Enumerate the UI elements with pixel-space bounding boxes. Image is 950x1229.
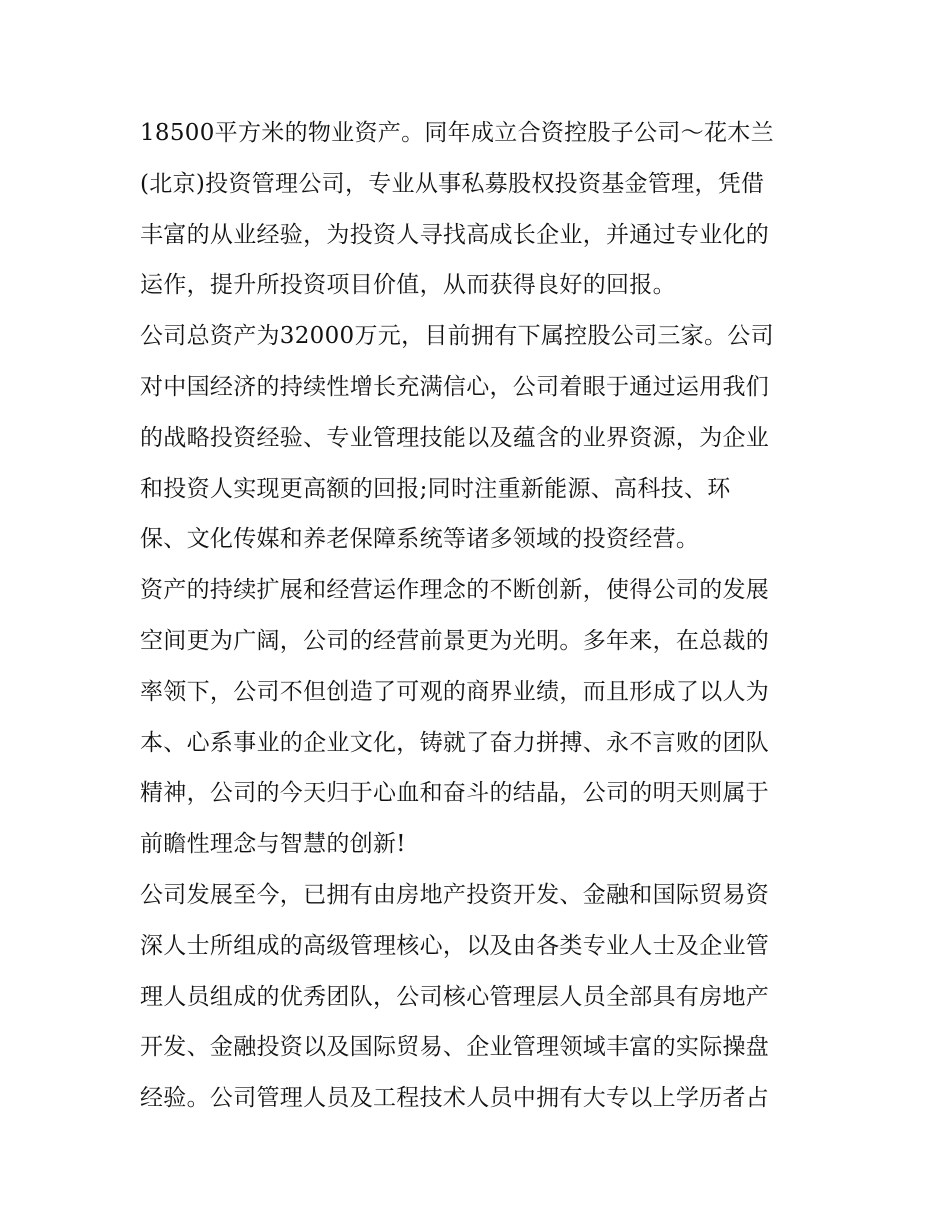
text-line: 理人员组成的优秀团队，公司核心管理层人员全部具有房地产 [140,983,770,1010]
text-line: 率领下，公司不但创造了可观的商界业绩，而且形成了以人为 [140,678,770,705]
text-line: (北京)投资管理公司，专业从事私募股权投资基金管理，凭借 [140,170,765,197]
text-line: 运作，提升所投资项目价值，从而获得良好的回报。 [140,272,676,299]
text-line: 的战略投资经验、专业管理技能以及蕴含的业界资源，为企业 [140,424,770,451]
text-line: 精神，公司的今天归于心血和奋斗的结晶，公司的明天则属于 [140,780,770,807]
text-line: 和投资人实现更高额的回报;同时注重新能源、高科技、环 [140,475,731,502]
text-line: 深人士所组成的高级管理核心，以及由各类专业人士及企业管 [140,932,770,959]
text-line: 本、心系事业的企业文化，铸就了奋力拼搏、永不言败的团队 [140,729,770,756]
text-line: 对中国经济的持续性增长充满信心，公司着眼于通过运用我们 [140,373,770,400]
document-body [140,108,820,1124]
text-line: 公司总资产为32000万元，目前拥有下属控股公司三家。公司 [140,323,774,350]
text-line: 保、文化传媒和养老保障系统等诸多领域的投资经营。 [140,526,700,553]
paragraph-4 [140,870,820,1124]
paragraph-1 [140,108,820,311]
paragraph-3 [140,565,820,870]
text-line: 资产的持续扩展和经营运作理念的不断创新，使得公司的发展 [140,577,770,604]
text-line: 公司发展至今，已拥有由房地产投资开发、金融和国际贸易资 [140,881,770,908]
text-line: 丰富的从业经验，为投资人寻找高成长企业，并通过专业化的 [140,221,770,248]
text-line: 空间更为广阔，公司的经营前景更为光明。多年来，在总裁的 [140,627,770,654]
text-line: 前瞻性理念与智慧的创新! [140,831,406,858]
text-line: 开发、金融投资以及国际贸易、企业管理领域丰富的实际操盘 [140,1034,770,1061]
paragraph-2 [140,311,820,565]
text-line: 18500平方米的物业资产。同年成立合资控股子公司～花木兰 [140,120,774,146]
text-line: 经验。公司管理人员及工程技术人员中拥有大专以上学历者占 [140,1085,770,1112]
